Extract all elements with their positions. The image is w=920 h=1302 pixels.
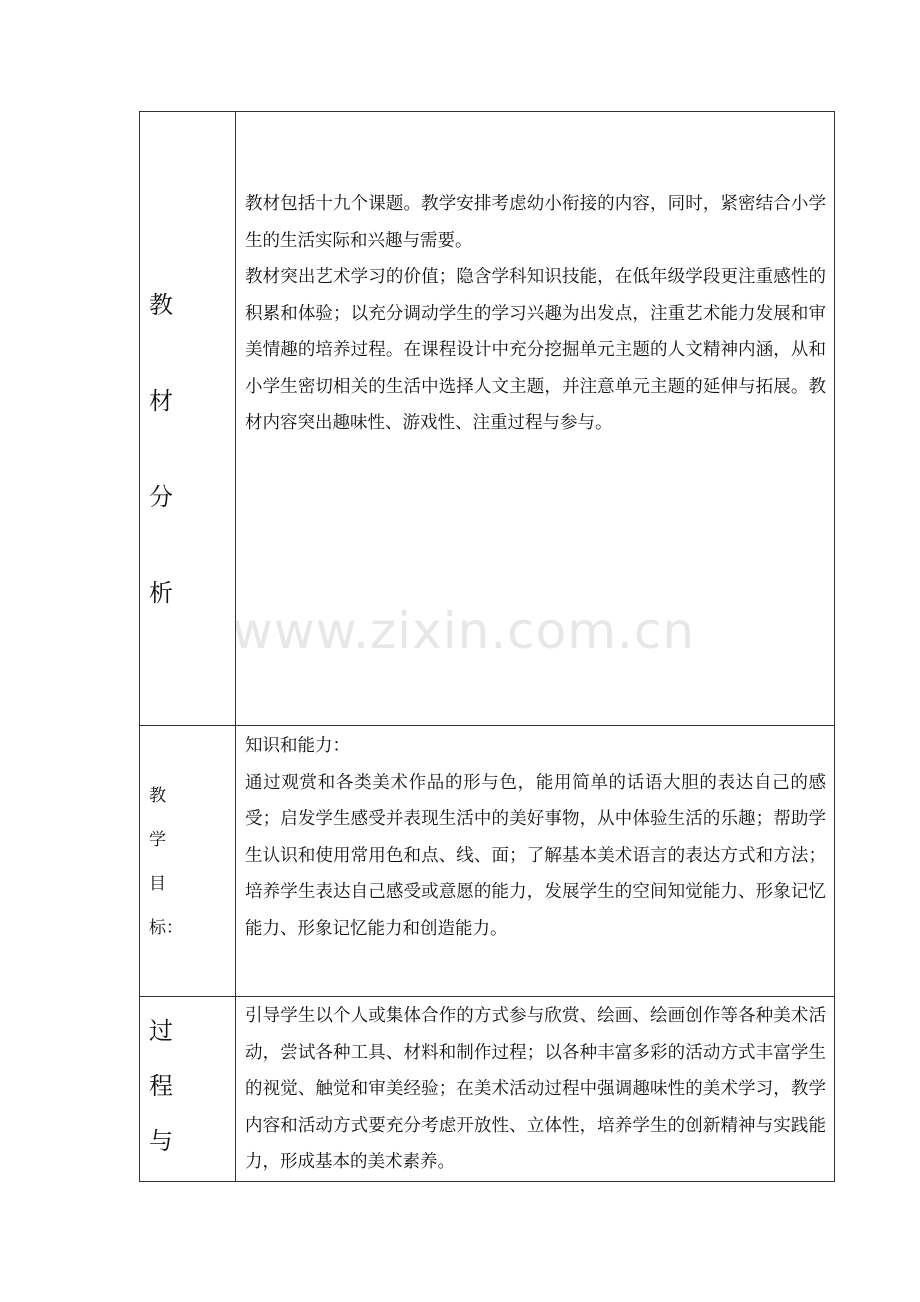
section-content-cell	[236, 726, 835, 997]
label-char: 教	[149, 291, 173, 319]
label-char: 程	[149, 1072, 173, 1100]
paragraph: 通过观赏和各类美术作品的形与色，能用简单的话语大胆的表达自己的感受；启发学生感受并表现生活中的美好事物，从中体验生活的乐趣；帮助学生认识和使用常用色和点、线、面；了解基本美术语言的表达方式和方法；培养学生表达自己感受或意愿的能力，发展学生的空间知觉能力、形象记忆能力、形象记忆能力和创造能力。	[245, 772, 826, 939]
label-char: 析	[149, 579, 173, 607]
section-label-cell	[140, 997, 236, 1182]
label-char: 标：	[149, 918, 183, 938]
label-char: 过	[149, 1017, 173, 1045]
section-row-teaching-goals	[140, 726, 835, 997]
section-row-process-and-method	[140, 997, 835, 1182]
label-char: 材	[149, 387, 173, 415]
paragraph: 教材包括十九个课题。教学安排考虑幼小衔接的内容，同时，紧密结合小学生的生活实际和兴趣与需要。	[245, 194, 826, 251]
label-char: 目	[149, 874, 166, 894]
lesson-plan-table	[139, 111, 835, 1182]
label-char: 与	[149, 1127, 173, 1155]
section-content-cell	[236, 997, 835, 1182]
section-label-cell	[140, 726, 236, 997]
section-label-cell	[140, 112, 236, 726]
label-char: 学	[149, 830, 166, 850]
section-content-cell	[236, 112, 835, 726]
watermark: www.zixin.com.cn	[232, 602, 696, 660]
label-char: 教	[149, 786, 166, 806]
paragraph: 教材突出艺术学习的价值；隐含学科知识技能，在低年级学段更注重感性的积累和体验；以充分调动学生的学习兴趣为出发点，注重艺术能力发展和审美情趣的培养过程。在课程设计中充分挖掘单元主题的人文精神内涵，从和小学生密切相关的生活中选择人文主题，并注意单元主题的延伸与拓展。教材内容突出趣味性、游戏性、注重过程与参与。	[245, 267, 826, 433]
section-row-textbook-analysis	[140, 112, 835, 726]
paragraph-heading: 知识和能力：	[245, 736, 350, 756]
paragraph: 引导学生以个人或集体合作的方式参与欣赏、绘画、绘画创作等各种美术活动，尝试各种工具、材料和制作过程；以各种丰富多彩的活动方式丰富学生的视觉、触觉和审美经验；在美术活动过程中强调趣味性的美术学习，教学内容和活动方式要充分考虑开放性、立体性，培养学生的创新精神与实践能力，形成基本的美术素养。	[245, 1006, 826, 1172]
label-char: 分	[149, 483, 173, 511]
